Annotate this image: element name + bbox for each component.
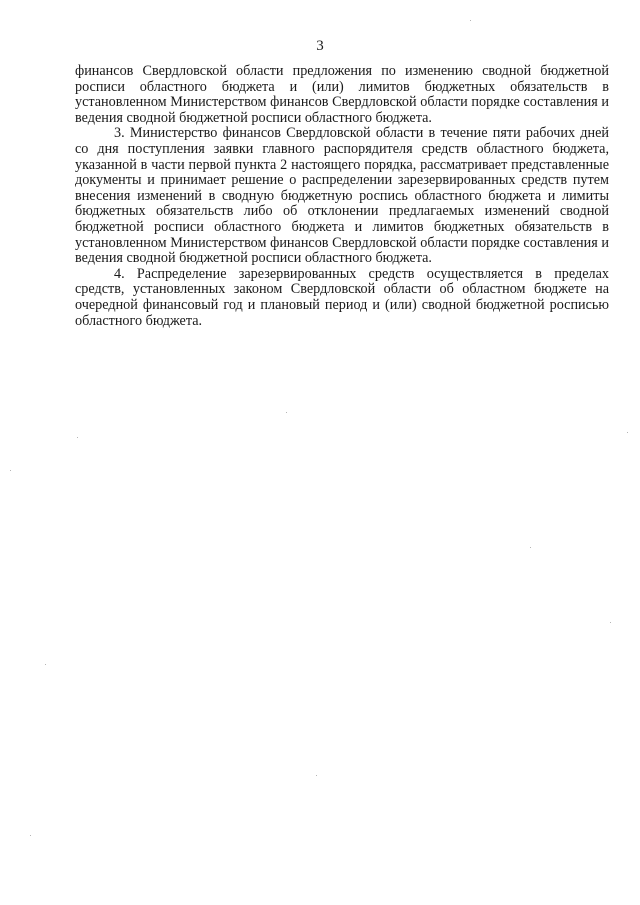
scan-speck	[610, 622, 611, 623]
paragraph-item-4: 4. Распределение зарезервированных средств осуществляется в пределах средств, установленных законом Свердловской области об областном бюджете на очередной финансовый год и плановый период и (или) сводной бюджетной росписью областного бюджета.	[75, 265, 609, 329]
scan-speck	[530, 547, 531, 548]
scan-speck	[286, 412, 287, 413]
scan-speck	[470, 20, 471, 21]
scan-speck	[627, 432, 628, 433]
scan-speck	[30, 835, 31, 836]
paragraph-continuation: финансов Свердловской области предложения по изменению сводной бюджетной росписи областного бюджета и (или) лимитов бюджетных обязательств в установленном Министерством финансов Свердловской области порядке составления и ведения сводной бюджетной росписи областного бюджета.	[75, 63, 609, 126]
paragraph-item-3: 3. Министерство финансов Свердловской области в течение пяти рабочих дней со дня поступления заявки главного распорядителя средств областного бюджета, указанной в части первой пункта 2 настоящего порядка, рассматривает представленные документы и принимает решение о распределении зарезервированных средств путем внесения изменений в сводную бюджетную роспись областного бюджета и лимиты бюджетных обязательств либо об отклонении предлагаемых изменений сводной бюджетной росписи областного бюджета и лимитов бюджетных обязательств в установленном Министерством финансов Свердловской области порядке составления и ведения сводной бюджетной росписи областного бюджета.	[75, 125, 609, 267]
page-number: 3	[316, 38, 324, 54]
scan-speck	[10, 470, 11, 471]
document-body	[75, 64, 609, 329]
scan-speck	[77, 437, 78, 438]
scan-speck	[45, 664, 46, 665]
scan-speck	[316, 775, 317, 776]
